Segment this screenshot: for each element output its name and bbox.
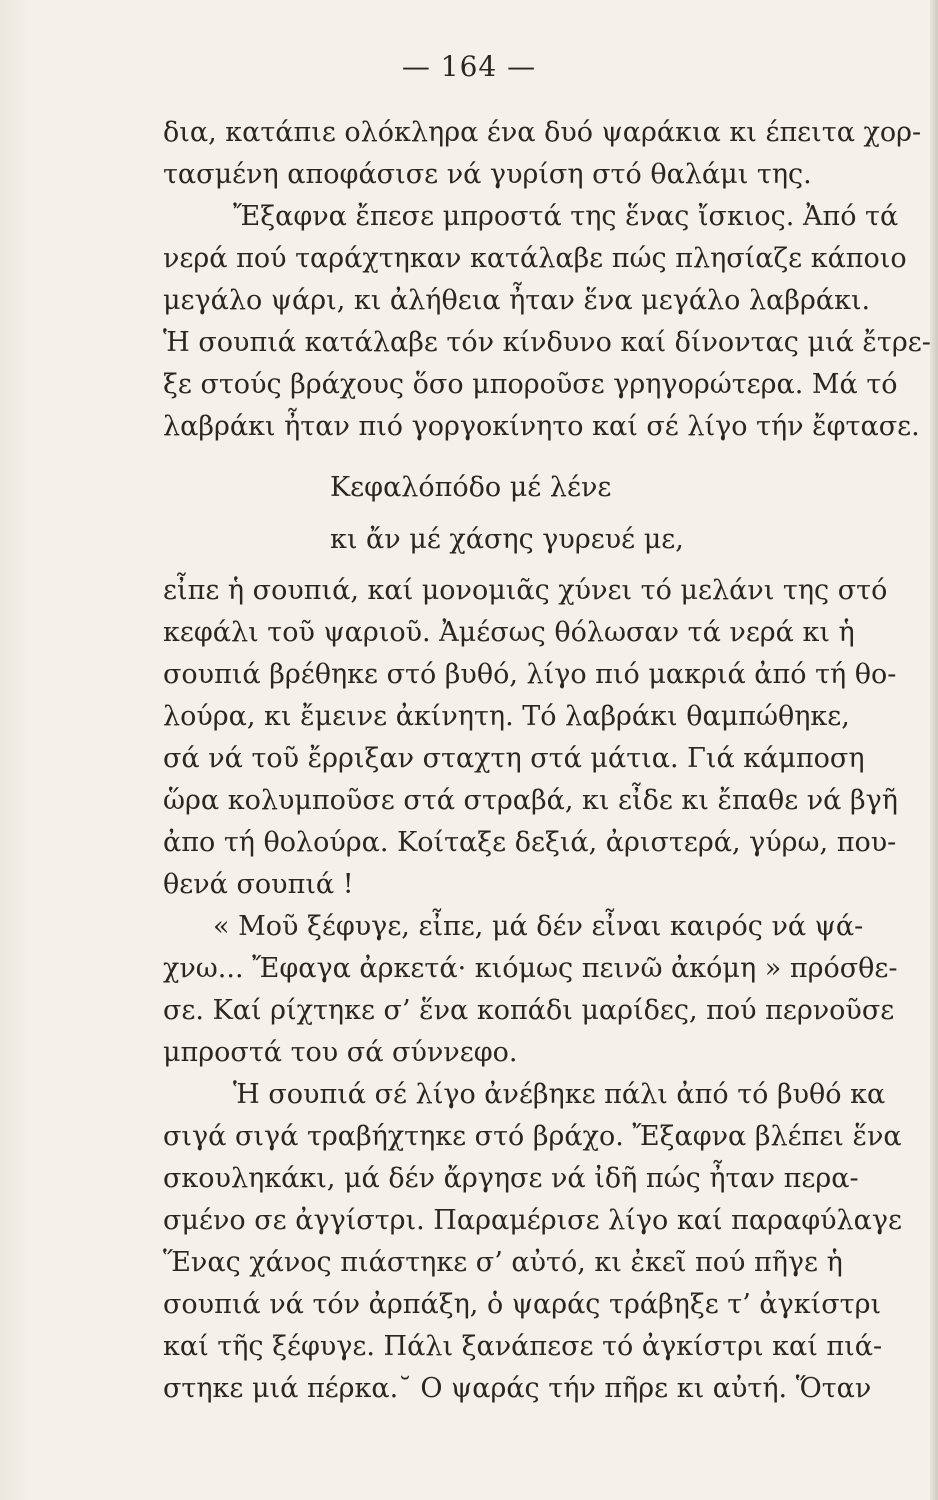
text-line: μεγάλο ψάρι, κι ἀλήθεια ἦταν ἕνα μεγάλο λαβράκι. (163, 285, 871, 316)
text-line: Ἕνας χάνος πιάστηκε σ’ αὐτό, κι ἐκεῖ πού πῆγε ἡ (163, 1247, 843, 1278)
text-line: στηκε μιά πέρκα.˘ Ο ψαράς τήν πῆρε κι αὐτή. Ὅταν (163, 1373, 872, 1404)
poem-verse (330, 462, 890, 566)
page-edge (930, 0, 938, 1500)
text-line: σιγά σιγά τραβήχτηκε στό βράχο. Ἔξαφνα βλέπει ἕνα (163, 1121, 902, 1152)
text-line: ἀπο τή θολούρα. Κοίταξε δεξιά, ἀριστερά, γύρω, που- (163, 827, 897, 858)
page-number: — 164 — (401, 50, 537, 83)
paragraph-2 (163, 570, 931, 906)
text-line: λούρα, κι ἔμεινε ἀκίνητη. Τό λαβράκι θαμπώθηκε, (163, 701, 850, 732)
text-line: ξε στούς βράχους ὅσο μποροῦσε γρηγορώτερα. Μά τό (163, 369, 898, 400)
text-line: τασμένη αποφάσισε νά γυρίση στό θαλάμι της. (163, 159, 812, 190)
text-line: σμένο σε ἀγγίστρι. Παραμέρισε λίγο καί παραφύλαγε (163, 1205, 903, 1236)
body-text-continued (163, 570, 931, 1410)
text-line: μπροστά του σά σύννεφο. (163, 1037, 518, 1068)
text-line: λαβράκι ἦταν πιό γοργοκίνητο καί σέ λίγο τήν ἔφτασε. (163, 411, 920, 442)
poem-line: κι ἄν μέ χάσης γυρευέ με, (330, 524, 684, 555)
paragraph-4 (163, 1074, 931, 1410)
text-line: χνω... Ἔφαγα ἀρκετά· κιόμως πεινῶ ἀκόμη » πρόσθε- (163, 953, 898, 984)
text-line: ὥρα κολυμποῦσε στά στραβά, κι εἶδε κι ἔπαθε νά βγῆ (163, 785, 898, 816)
text-line: Ἡ σουπιά κατάλαβε τόν κίνδυνο καί δίνοντας μιά ἔτρε- (163, 327, 931, 358)
paragraph-3 (163, 906, 931, 1074)
page-gutter-shadow (0, 0, 30, 1500)
text-line: σά νά τοῦ ἔρριξαν σταχτη στά μάτια. Γιά κάμποση (163, 743, 865, 774)
text-line: νερά πού ταράχτηκαν κατάλαβε πώς πλησίαζε κάποιο (163, 243, 907, 274)
text-line: θενά σουπιά ! (163, 869, 354, 900)
text-line: κεφάλι τοῦ ψαριοῦ. Ἀμέσως θόλωσαν τά νερά κι ἡ (163, 617, 855, 648)
text-line: σουπιά βρέθηκε στό βυθό, λίγο πιό μακριά ἀπό τή θο- (163, 659, 897, 690)
text-line: καί τῆς ξέφυγε. Πάλι ξανάπεσε τό ἀγκίστρι καί πιά- (163, 1331, 883, 1362)
text-line: Ἡ σουπιά σέ λίγο ἀνέβηκε πάλι ἀπό τό βυθό κα (233, 1079, 886, 1110)
text-line: σκουληκάκι, μά δέν ἄργησε νά ἰδῆ πώς ἦταν περα- (163, 1163, 859, 1194)
text-line: εἶπε ἡ σουπιά, καί μονομιᾶς χύνει τό μελάνι της στό (163, 575, 888, 606)
text-line: δια, κατάπιε ολόκληρα ένα δυό ψαράκια κι έπειτα χορ- (163, 117, 922, 148)
text-line: « Μοῦ ξέφυγε, εἶπε, μά δέν εἶναι καιρός νά ψά- (213, 911, 864, 942)
text-line: σουπιά νά τόν ἀρπάξη, ὁ ψαράς τράβηξε τ’ ἀγκίστρι (163, 1289, 882, 1320)
paragraph-1 (163, 112, 931, 448)
text-line: σε. Καί ρίχτηκε σ’ ἕνα κοπάδι μαρίδες, πού περνοῦσε (163, 995, 895, 1026)
poem-line: Κεφαλόπόδο μέ λένε (330, 472, 612, 503)
text-line: Ἔξαφνα ἔπεσε μπροστά της ἕνας ἴσκιος. Ἀπό τά (233, 201, 899, 232)
